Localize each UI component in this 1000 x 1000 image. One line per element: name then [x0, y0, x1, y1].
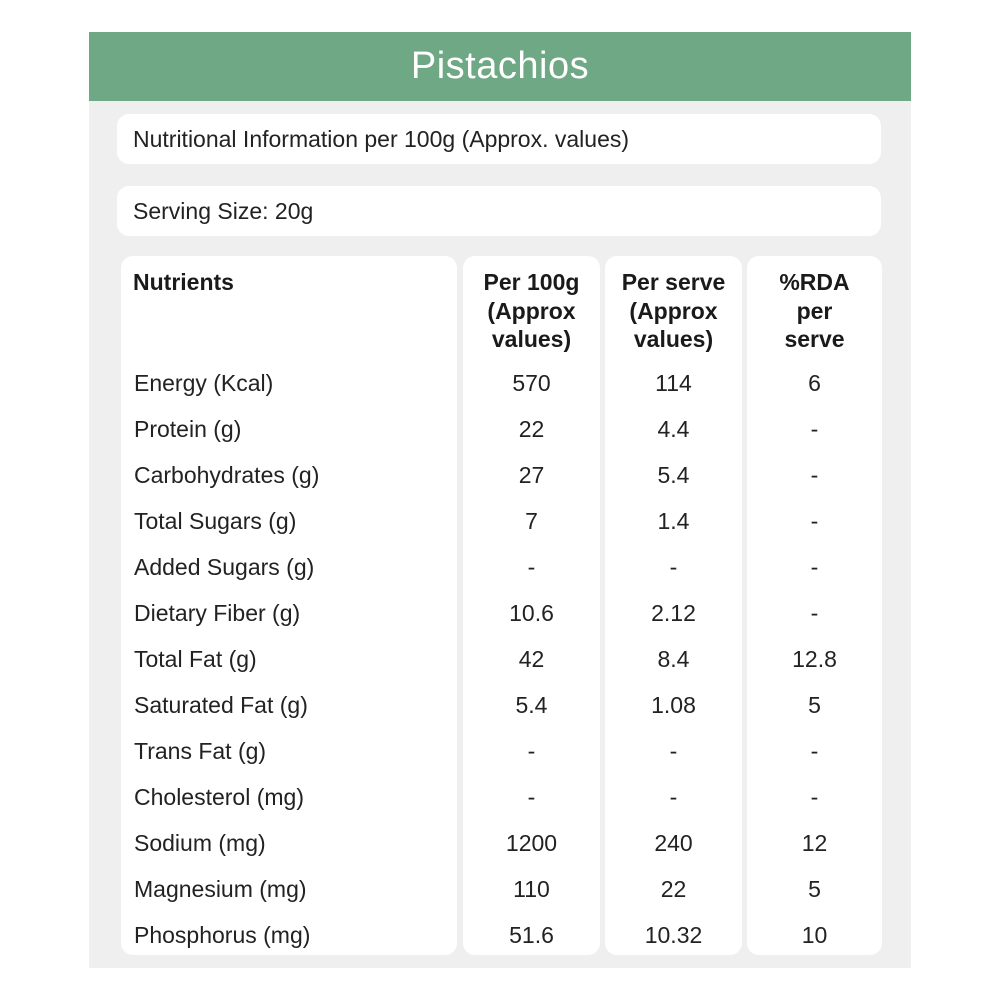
- per-serve-value-cell: 10.32: [644, 921, 703, 948]
- per-serve-value-cell: 5.4: [657, 461, 690, 488]
- per-100g-value-cell: 22: [518, 415, 545, 442]
- per-serve-value-cell: 114: [655, 369, 692, 396]
- rda-value-cell: -: [810, 461, 819, 488]
- per-serve-value-cell: 8.4: [657, 645, 690, 672]
- rda-header: %RDA per serve: [779, 269, 850, 352]
- per-serve-header: Per serve (Approx values): [621, 269, 726, 352]
- nutrients-header: Nutrients: [133, 269, 234, 295]
- per-100g-value-cell: 10.6: [509, 599, 554, 626]
- per-100g-value-cell: -: [527, 553, 536, 580]
- per-serve-value-cell: 1.4: [657, 507, 690, 534]
- per-100g-value-cell: 1200: [505, 829, 558, 856]
- nutrient-name-cell: Trans Fat (g): [134, 737, 267, 764]
- nutrient-name-cell: Protein (g): [134, 415, 242, 442]
- nutrients-column: [121, 256, 457, 955]
- rda-value-cell: -: [810, 599, 819, 626]
- per-serve-value-cell: 1.08: [651, 691, 696, 718]
- per-100g-header: Per 100g (Approx values): [483, 269, 580, 352]
- per-100g-value-cell: 7: [525, 507, 538, 534]
- product-title: Pistachios: [89, 32, 911, 101]
- nutrient-name-cell: Sodium (mg): [134, 829, 266, 856]
- rda-column: [747, 256, 882, 955]
- nutrition-info-text: Nutritional Information per 100g (Approx. values): [133, 125, 630, 152]
- per-100g-value-cell: 51.6: [509, 921, 554, 948]
- nutrient-name-cell: Total Fat (g): [134, 645, 257, 672]
- per-serve-value-cell: 22: [660, 875, 687, 902]
- serving-size-line: [117, 186, 881, 236]
- rda-value-cell: -: [810, 553, 819, 580]
- per-serve-value-cell: -: [669, 737, 678, 764]
- nutrient-name-cell: Energy (Kcal): [134, 369, 274, 396]
- per-serve-value-cell: -: [669, 783, 678, 810]
- per-serve-value-cell: -: [669, 553, 678, 580]
- rda-value-cell: -: [810, 783, 819, 810]
- per-100g-value-cell: 5.4: [515, 691, 548, 718]
- rda-value-cell: -: [810, 507, 819, 534]
- rda-value-cell: 5: [808, 875, 821, 902]
- per-100g-value-cell: -: [527, 783, 536, 810]
- per-100g-value-cell: 110: [513, 875, 550, 902]
- nutrient-name-cell: Cholesterol (mg): [134, 783, 304, 810]
- per-serve-value-cell: 240: [654, 829, 693, 856]
- nutrition-info-line: [117, 114, 881, 164]
- nutrient-name-cell: Phosphorus (mg): [134, 921, 311, 948]
- nutrient-name-cell: Saturated Fat (g): [134, 691, 308, 718]
- nutrition-panel: [89, 32, 911, 968]
- nutrient-name-cell: Added Sugars (g): [134, 553, 315, 580]
- rda-value-cell: 6: [808, 369, 821, 396]
- rda-value-cell: -: [810, 415, 819, 442]
- per-serve-column: [605, 256, 742, 955]
- per-100g-value-cell: -: [527, 737, 536, 764]
- nutrient-name-cell: Carbohydrates (g): [134, 461, 320, 488]
- rda-value-cell: 5: [808, 691, 821, 718]
- rda-value-cell: -: [810, 737, 819, 764]
- nutrient-name-cell: Total Sugars (g): [134, 507, 297, 534]
- rda-value-cell: 12: [801, 829, 828, 856]
- per-serve-value-cell: 2.12: [651, 599, 696, 626]
- per-100g-value-cell: 27: [518, 461, 545, 488]
- per-100g-value-cell: 570: [512, 369, 551, 396]
- rda-value-cell: 12.8: [792, 645, 837, 672]
- serving-size-text: Serving Size: 20g: [133, 197, 314, 224]
- rda-value-cell: 10: [801, 921, 828, 948]
- nutrient-name-cell: Dietary Fiber (g): [134, 599, 301, 626]
- per-100g-column: [463, 256, 600, 955]
- nutrient-name-cell: Magnesium (mg): [134, 875, 307, 902]
- per-100g-value-cell: 42: [518, 645, 545, 672]
- per-serve-value-cell: 4.4: [657, 415, 690, 442]
